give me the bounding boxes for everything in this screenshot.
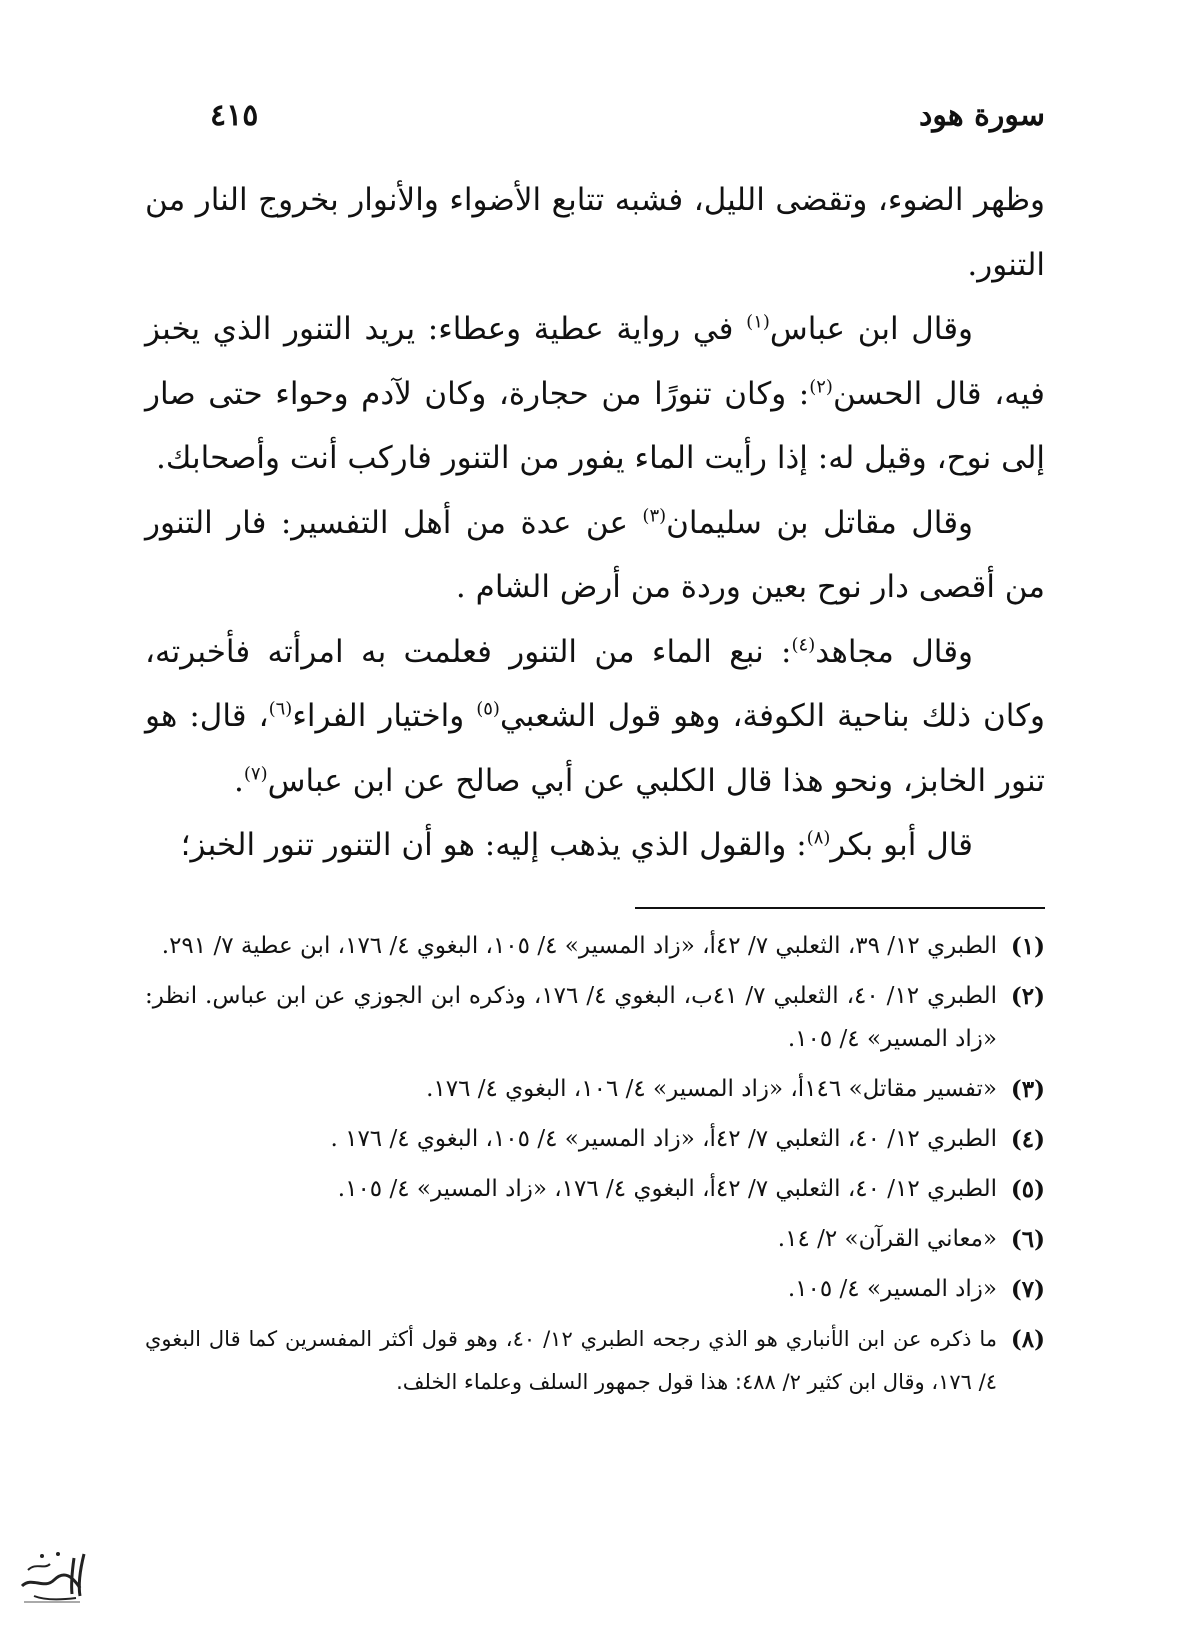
footnote <box>145 1218 1045 1261</box>
footnote-text: الطبري ١٢/ ٤٠، الثعلبي ٧/ ٤١ب، البغوي ٤/ ١٧٦، وذكره ابن الجوزي عن ابن عباس. انظر: «زاد المسير» ٤/ ١٠٥. <box>145 983 998 1052</box>
footnote-marker: (٦) <box>268 698 293 720</box>
footnote <box>145 1318 1045 1404</box>
paragraph <box>145 813 1045 878</box>
footnote <box>145 1268 1045 1311</box>
footnote-text: الطبري ١٢/ ٤٠، الثعلبي ٧/ ٤٢أ، «زاد المسير» ٤/ ١٠٥، البغوي ٤/ ١٧٦ . <box>330 1126 997 1152</box>
paragraph-text: : وكان تنورًا من حجارة، وكان لآدم وحواء حتى صار إلى نوح، وقيل له: إذا رأيت الماء يفور من التنور فاركب أنت وأصحابك. <box>145 375 1045 476</box>
footnote-separator <box>635 907 1045 909</box>
paragraph-text: : نبع الماء من التنور فعلمت به امرأته فأخبرته، وكان ذلك بناحية الكوفة، وهو قول الشعبي <box>145 633 1045 734</box>
footnote-text: «زاد المسير» ٤/ ١٠٥. <box>787 1276 997 1302</box>
footnote-text: ما ذكره عن ابن الأنباري هو الذي رجحه الطبري ١٢/ ٤٠، وهو قول أكثر المفسرين كما قال البغوي ٤/ ١٧٦، وقال ابن كثير ٢/ ٤٨٨: هذا قول جمهور السلف وعلماء الخلف. <box>145 1327 997 1394</box>
paragraph-text: وقال مجاهد <box>815 633 974 670</box>
footnote-number: (٥) <box>1010 1176 1045 1203</box>
footnote-marker: (١) <box>746 311 770 333</box>
footnote-number: (٦) <box>1010 1226 1045 1253</box>
paragraph-text: : والقول الذي يذهب إليه: هو أن التنور تنور الخبز؛ <box>180 827 807 863</box>
paragraph <box>145 620 1045 814</box>
footnote <box>145 1118 1045 1161</box>
footnote-text: الطبري ١٢/ ٣٩، الثعلبي ٧/ ٤٢أ، «زاد المسير» ٤/ ١٠٥، البغوي ٤/ ١٧٦، ابن عطية ٧/ ٢٩١. <box>161 933 997 959</box>
paragraph-text: وظهر الضوء، وتقضى الليل، فشبه تتابع الأضواء والأنوار بخروج النار من التنور. <box>145 182 1045 283</box>
footnote <box>145 1168 1045 1211</box>
footnote-marker: (٣) <box>642 505 667 527</box>
footnote <box>145 1068 1045 1111</box>
footnote-marker: (٧) <box>243 763 268 785</box>
paragraph-text: . <box>234 762 244 799</box>
footnote-marker: (٨) <box>806 827 831 849</box>
paragraph-text: واختيار الفراء <box>292 698 477 734</box>
footnote <box>145 975 1045 1061</box>
footnote <box>145 925 1045 968</box>
paragraph-text: في رواية عطية وعطاء: يريد التنور الذي يخبز فيه، قال الحسن <box>145 311 1045 412</box>
paragraph-text: وقال ابن عباس <box>769 311 973 347</box>
main-text <box>145 168 1045 878</box>
footnote-number: (٤) <box>1010 1126 1045 1153</box>
paragraph <box>145 297 1045 491</box>
page-number: ٤١٥ <box>210 98 259 133</box>
footnote-marker: (٤) <box>791 634 816 656</box>
footnote-text: الطبري ١٢/ ٤٠، الثعلبي ٧/ ٤٢أ، البغوي ٤/ ١٧٦، «زاد المسير» ٤/ ١٠٥. <box>337 1176 997 1202</box>
paragraph-text: عن عدة من أهل التفسير: فار التنور من أقصى دار نوح بعين وردة من أرض الشام . <box>145 504 1045 605</box>
paragraph <box>145 491 1045 620</box>
footnote-number: (٨) <box>1010 1326 1045 1353</box>
footnote-marker: (٢) <box>809 376 833 398</box>
footnote-text: «معاني القرآن» ٢/ ١٤. <box>777 1226 997 1252</box>
footnote-number: (٢) <box>1010 983 1045 1010</box>
paragraph-text: وقال مقاتل بن سليمان <box>666 504 973 541</box>
paragraph-text: قال أبو بكر <box>830 827 973 863</box>
paragraph <box>145 168 1045 297</box>
footnote-number: (١) <box>1010 933 1045 960</box>
page-header <box>210 98 1045 148</box>
footnote-marker: (٥) <box>476 698 500 720</box>
footnote-text: «تفسير مقاتل» ١٤٦أ، «زاد المسير» ٤/ ١٠٦، البغوي ٤/ ١٧٦. <box>426 1076 997 1102</box>
calligraphic-watermark-icon <box>14 1540 94 1610</box>
footnote-number: (٣) <box>1010 1076 1045 1103</box>
footnote-number: (٧) <box>1010 1276 1045 1303</box>
paragraph-text: ، قال: هو تنور الخابز، ونحو هذا قال الكلبي عن أبي صالح عن ابن عباس <box>145 698 1045 799</box>
running-title: سورة هود <box>919 98 1045 133</box>
footnotes <box>145 925 1045 1411</box>
